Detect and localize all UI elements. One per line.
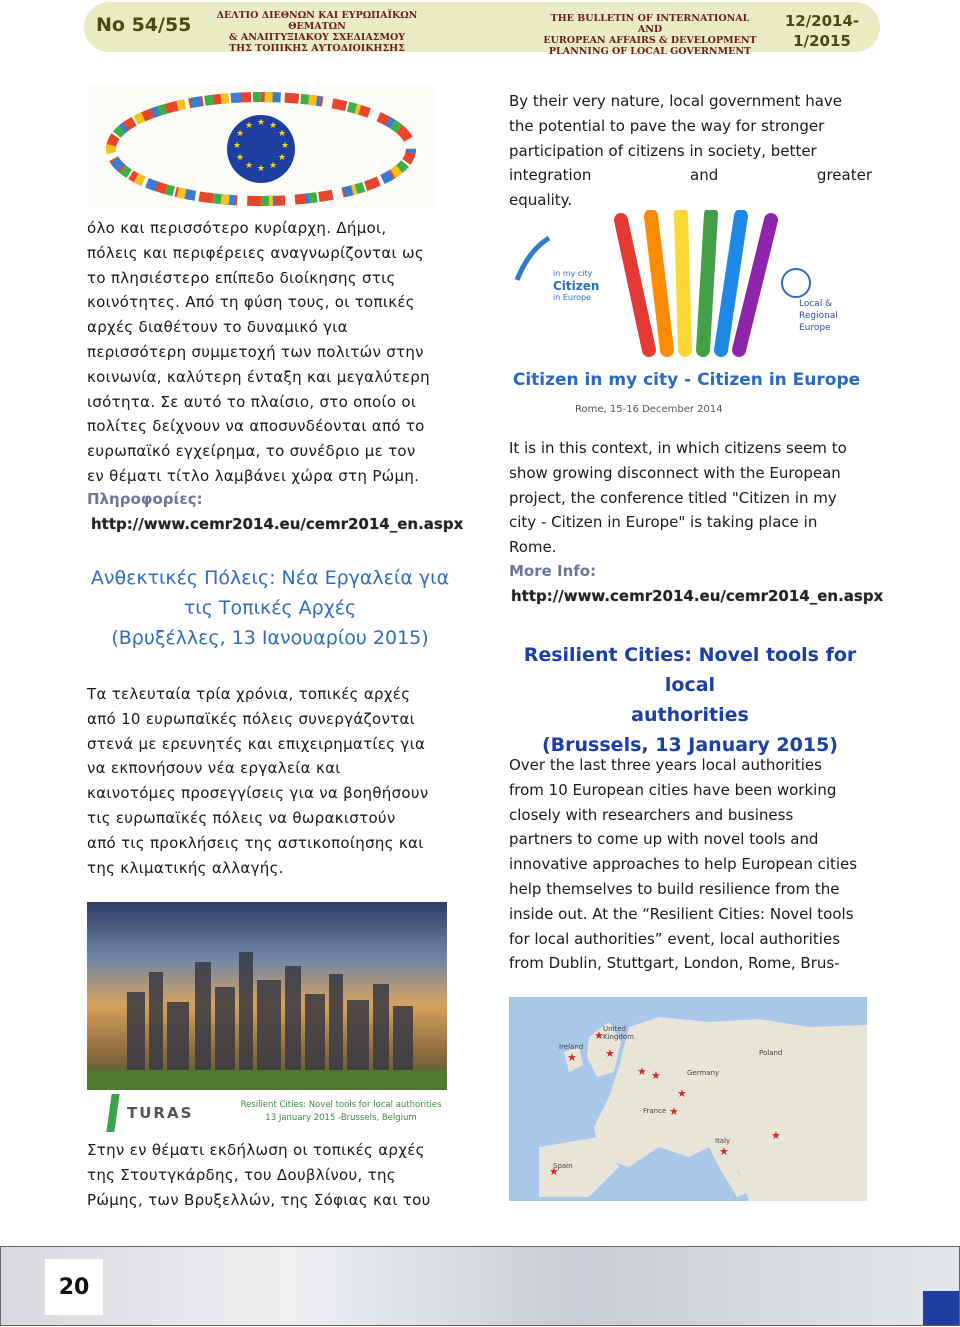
greek-bulletin-title [212, 10, 422, 54]
title-line: τις Τοπικές Αρχές [183, 597, 357, 619]
text-line: from Dublin, Stuttgart, London, Rome, Brus- [509, 954, 840, 973]
english-paragraph-conference-context [509, 436, 872, 560]
text-line: Στην εν θέματι εκδήλωση οι τοπικές αρχές [87, 1141, 425, 1159]
logo-left-line: in my city [553, 269, 593, 278]
logo-title: Citizen in my city - Citizen in Europe [512, 370, 861, 390]
turas-caption [235, 1099, 447, 1125]
page-footer [0, 1246, 960, 1326]
svg-text:★: ★ [244, 161, 254, 171]
logo-left-line: Citizen [553, 279, 600, 293]
greek-paragraph-conference [87, 216, 451, 489]
europe-map-image [509, 997, 867, 1201]
text-line: closely with researchers and business [509, 805, 794, 824]
logo-subtitle: Rome, 15-16 December 2014 [575, 404, 723, 415]
logo-right-text [799, 298, 864, 334]
map-label: France [643, 1107, 667, 1115]
svg-text:★: ★ [235, 153, 245, 163]
text-line: Τα τελευταία τρία χρόνια, τοπικές αρχές [87, 685, 411, 703]
info-link[interactable]: http://www.cemr2014.eu/cemr2014_en.aspx [91, 515, 464, 533]
text-line: innovative approaches to help European cities [509, 855, 858, 874]
text-line: ευρωπαϊκό εγχείρημα, το συνέδριο με τον [87, 442, 416, 461]
svg-text:★: ★ [235, 129, 245, 139]
text-line: It is in this context, in which citizens seem to [509, 439, 847, 457]
svg-text:★: ★ [549, 1165, 559, 1178]
text-line: το πλησιέστερο επίπεδο διοίκησης στις [87, 268, 396, 287]
svg-text:★: ★ [567, 1051, 577, 1064]
issue-date [774, 11, 870, 51]
info-label: Πληροφορίες: [87, 490, 203, 508]
greek-section-title [80, 563, 460, 653]
svg-text:★: ★ [232, 141, 242, 151]
greek-paragraph-cities [87, 1138, 451, 1212]
text-line: από 10 ευρωπαϊκές πόλεις συνεργάζονται [87, 709, 416, 728]
english-bulletin-title [542, 13, 758, 57]
turas-logo [106, 1094, 119, 1132]
greek-title-line: & ΑΝΑΠΤΥΞΙΑΚΟΥ ΣΧΕΔΙΑΣΜΟΥ [228, 32, 406, 43]
text-line: participation of citizens in society, better [509, 141, 817, 160]
ccre-cemr-badge [781, 268, 811, 298]
logo-right-line: Local & Regional [799, 299, 838, 321]
skyline-silhouette [87, 902, 447, 1090]
text-line: εν θέματι τίτλο λαμβάνει χώρα στη Ρώμη. [87, 466, 420, 485]
greek-title-line: ΤΗΣ ΤΟΠΙΚΗΣ ΑΥΤΟΔΙΟΙΚΗΣΗΣ [229, 43, 405, 54]
text-line: for local authorities” event, local authorities [509, 929, 841, 948]
svg-text:★: ★ [256, 164, 266, 174]
turas-brand: TURAS [127, 1104, 194, 1122]
map-label: Italy [715, 1137, 731, 1145]
english-paragraph-conference-intro [509, 89, 872, 213]
text-line: the potential to pave the way for stronger [509, 116, 825, 135]
text-line: help themselves to build resilience from the [509, 879, 840, 898]
europe-map-shapes [509, 997, 867, 1201]
title-line: (Βρυξέλλες, 13 Ιανουαρίου 2015) [111, 627, 429, 649]
caption-line: 13 January 2015 -Brussels, Belgium [265, 1113, 417, 1123]
text-line: equality. [509, 191, 573, 210]
text-line: inside out. At the “Resilient Cities: Novel tools [509, 904, 854, 923]
text-line: στενά με ερευνητές και επιχειρηματίες για [87, 734, 426, 753]
svg-text:★: ★ [605, 1047, 615, 1060]
text-line: τις ευρωπαϊκές πόλεις να θωρακιστούν [87, 808, 396, 827]
map-label: Ireland [559, 1043, 584, 1051]
text-line: project, the conference titled "Citizen in my [509, 488, 837, 507]
eu-people-circle-image [87, 85, 435, 209]
text-line: από τις προκλήσεις της αστικοποίησης και [87, 833, 424, 852]
logo-left-text [553, 268, 599, 304]
map-label: Spain [553, 1162, 573, 1170]
greek-title-line: ΔΕΛΤΙΟ ΔΙΕΘΝΩΝ ΚΑΙ ΕΥΡΩΠΑΪΚΩΝ ΘΕΜΑΤΩΝ [216, 10, 418, 32]
text-line: partners to come up with novel tools and [509, 830, 819, 849]
svg-text:★: ★ [277, 129, 287, 139]
svg-text:★: ★ [669, 1105, 679, 1118]
svg-text:★: ★ [771, 1129, 781, 1142]
text-line: from 10 European cities have been working [509, 780, 837, 799]
text-line: By their very nature, local government have [509, 92, 842, 110]
svg-text:★: ★ [268, 121, 278, 131]
map-label: United Kingdom [603, 1025, 634, 1041]
text-line: Ρώμης, των Βρυξελλών, της Σόφιας και του [87, 1190, 431, 1209]
svg-text:★: ★ [277, 153, 287, 163]
bulletin-header [84, 2, 880, 57]
issue-date-line: 12/2014- [784, 12, 860, 30]
caption-line: Resilient Cities: Novel tools for local authorities [240, 1100, 442, 1110]
english-title-line: THE BULLETIN OF INTERNATIONAL AND [550, 13, 750, 35]
text-line: να εκπονήσουν νέα εργαλεία και [87, 759, 341, 778]
issue-number: No 54/55 [96, 14, 192, 36]
text-line: της Στουτγκάρδης, του Δουβλίνου, της [87, 1165, 396, 1184]
eu-circle-illustration [87, 85, 435, 209]
text-line: περισσότερη συμμετοχή των πολιτών στην [87, 342, 424, 361]
turas-banner [87, 1090, 447, 1142]
map-label: Poland [759, 1049, 783, 1057]
english-section-title [500, 640, 880, 760]
citizen-in-my-city-logo [509, 210, 864, 432]
city-skyline-photo [87, 902, 447, 1090]
more-info-label: More Info: [509, 562, 597, 580]
svg-text:★: ★ [637, 1065, 647, 1078]
svg-text:★: ★ [651, 1069, 661, 1082]
svg-text:★: ★ [268, 161, 278, 171]
text-line: integration and greater [509, 166, 872, 185]
page-number: 20 [45, 1259, 103, 1315]
text-line: show growing disconnect with the European [509, 463, 841, 482]
text-line: κοινότητες. Από τη φύση τους, οι τοπικές [87, 293, 415, 312]
issue-date-line: 1/2015 [793, 32, 851, 50]
resilient-cities-image [87, 902, 447, 1142]
svg-text:★: ★ [677, 1087, 687, 1100]
greek-paragraph-resilient [87, 682, 451, 880]
title-line: Ανθεκτικές Πόλεις: Νέα Εργαλεία για [90, 567, 450, 589]
svg-text:★: ★ [719, 1145, 729, 1158]
text-line: πολίτες δείχνουν να αποσυνδέονται από το [87, 417, 425, 436]
text-line: Rome. [509, 538, 557, 557]
svg-text:★: ★ [280, 141, 290, 151]
text-line: κοινωνία, καλύτερη ένταξη και μεγαλύτερη [87, 367, 430, 386]
text-line: Over the last three years local authorities [509, 756, 822, 774]
title-line: (Brussels, 13 January 2015) [542, 734, 838, 756]
text-line: όλο και περισσότερο κυρίαρχη. Δήμοι, [87, 219, 387, 237]
footer-eu-flag [923, 1291, 959, 1325]
more-info-link[interactable]: http://www.cemr2014.eu/cemr2014_en.aspx [511, 587, 884, 605]
text-line: αρχές διαθέτουν το δυναμικό για [87, 318, 348, 337]
svg-text:★: ★ [594, 1029, 604, 1042]
title-line: authorities [631, 704, 749, 726]
text-line: πόλεις και περιφέρειες αναγνωρίζονται ως [87, 243, 424, 262]
logo-right-line: Europe [799, 323, 831, 333]
english-title-line: EUROPEAN AFFAIRS & DEVELOPMENT [543, 35, 757, 46]
title-line: Resilient Cities: Novel tools for local [523, 644, 857, 696]
map-label: Germany [687, 1069, 720, 1077]
text-line: ισότητα. Σε αυτό το πλαίσιο, στο οποίο οι [87, 392, 417, 411]
logo-left-line: in Europe [553, 293, 591, 302]
svg-text:★: ★ [256, 118, 266, 128]
text-line: καινοτόμες προσεγγίσεις για να βοηθήσουν [87, 784, 429, 803]
svg-text:★: ★ [244, 121, 254, 131]
english-paragraph-resilient [509, 753, 872, 976]
text-line: της κλιματικής αλλαγής. [87, 858, 284, 877]
english-title-line: PLANNING OF LOCAL GOVERNMENT [548, 46, 752, 57]
text-line: city - Citizen in Europe" is taking place in [509, 513, 818, 532]
